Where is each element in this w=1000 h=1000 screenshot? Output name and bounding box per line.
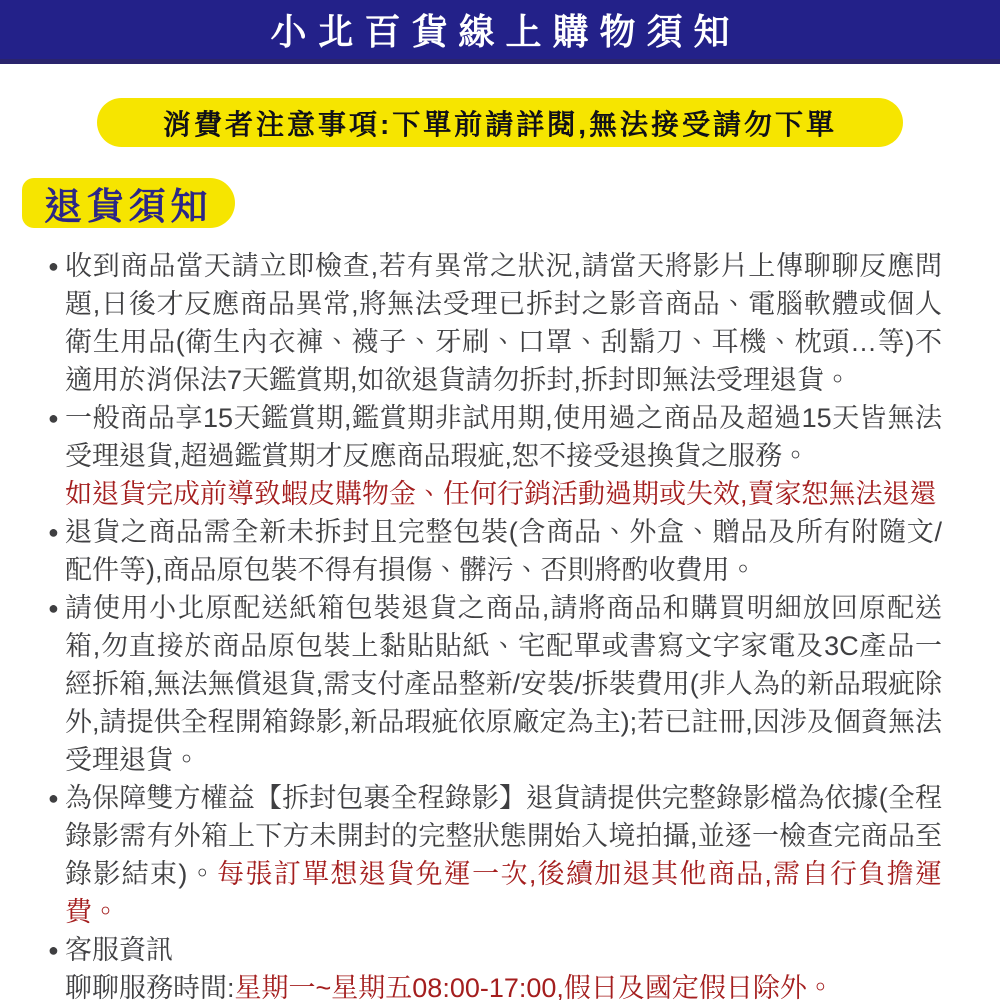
page-title: 小北百貨線上購物須知 — [270, 11, 741, 52]
bullet-paragraph — [65, 399, 942, 475]
bullet-item — [48, 779, 942, 931]
section-title: 退貨須知 — [44, 186, 213, 227]
bullet-item — [48, 513, 942, 589]
bullet-paragraph — [65, 779, 942, 931]
bullet-item — [48, 931, 942, 1000]
body-text: 退貨之商品需全新未拆封且完整包裝(含商品、外盒、贈品及所有附隨文/配件等),商品原包裝不得有損傷、髒污、否則將酌收費用。 — [65, 517, 942, 585]
bullet-item — [48, 399, 942, 513]
bullet-dot-icon: ● — [48, 788, 59, 808]
consumer-notice-banner — [97, 98, 903, 147]
body-text: 客服資訊 — [65, 935, 173, 965]
bullet-paragraph — [65, 475, 942, 513]
bullet-dot-icon: ● — [48, 522, 59, 542]
body-text: 收到商品當天請立即檢查,若有異常之狀況,請當天將影片上傳聊聊反應問題,日後才反應商品異常,將無法受理已拆封之影音商品、電腦軟體或個人衛生用品(衛生內衣褲、襪子、牙刷、口罩、刮鬍刀、耳機、枕頭…等)不適用於消保法7天鑑賞期,如欲退貨請勿拆封,拆封即無法受理退貨。 — [65, 251, 942, 395]
bullet-dot-icon: ● — [48, 598, 59, 618]
bullet-paragraph — [65, 969, 942, 1000]
bullet-paragraph — [65, 931, 942, 969]
header-banner — [0, 0, 1000, 64]
bullet-paragraph — [65, 513, 942, 589]
alert-text: 每張訂單想退貨免運一次,後續加退其他商品,需自行負擔運費。 — [65, 859, 942, 927]
bullet-paragraph — [65, 589, 942, 779]
bullet-item — [48, 589, 942, 779]
alert-text: 如退貨完成前導致蝦皮購物金、任何行銷活動過期或失效,賣家恕無法退還 — [65, 479, 937, 509]
body-text: 為保障雙方權益【拆封包裹全程錄影】退貨請提供完整錄影檔為依據(全程錄影需有外箱上下方未開封的完整狀態開始入境拍攝,並逐一檢查完商品至錄影結束)。 — [65, 783, 942, 889]
return-policy-list — [0, 228, 1000, 1000]
bullet-dot-icon: ● — [48, 408, 59, 428]
bullet-item — [48, 247, 942, 399]
bullet-dot-icon: ● — [48, 256, 59, 276]
body-text: 一般商品享15天鑑賞期,鑑賞期非試用期,使用過之商品及超過15天皆無法受理退貨,超過鑑賞期才反應商品瑕疵,恕不接受退換貨之服務。 — [65, 403, 942, 471]
bullet-paragraph — [65, 247, 942, 399]
alert-text: 星期一~星期五08:00-17:00,假日及國定假日除外。 — [234, 973, 834, 1000]
body-text: 聊聊服務時間: — [65, 973, 235, 1000]
section-title-badge — [22, 178, 235, 228]
bullet-dot-icon: ● — [48, 940, 59, 960]
body-text: 請使用小北原配送紙箱包裝退貨之商品,請將商品和購買明細放回原配送箱,勿直接於商品原包裝上黏貼貼紙、宅配單或書寫文字家電及3C產品一經拆箱,無法無償退貨,需支付產品整新/安裝/拆裝費用(非人為的新品瑕疵除外,請提供全程開箱錄影,新品瑕疵依原廠定為主);若已註冊,因涉及個資無法受理退貨。 — [65, 593, 943, 775]
consumer-notice-text: 消費者注意事項:下單前請詳閱,無法接受請勿下單 — [162, 108, 838, 140]
